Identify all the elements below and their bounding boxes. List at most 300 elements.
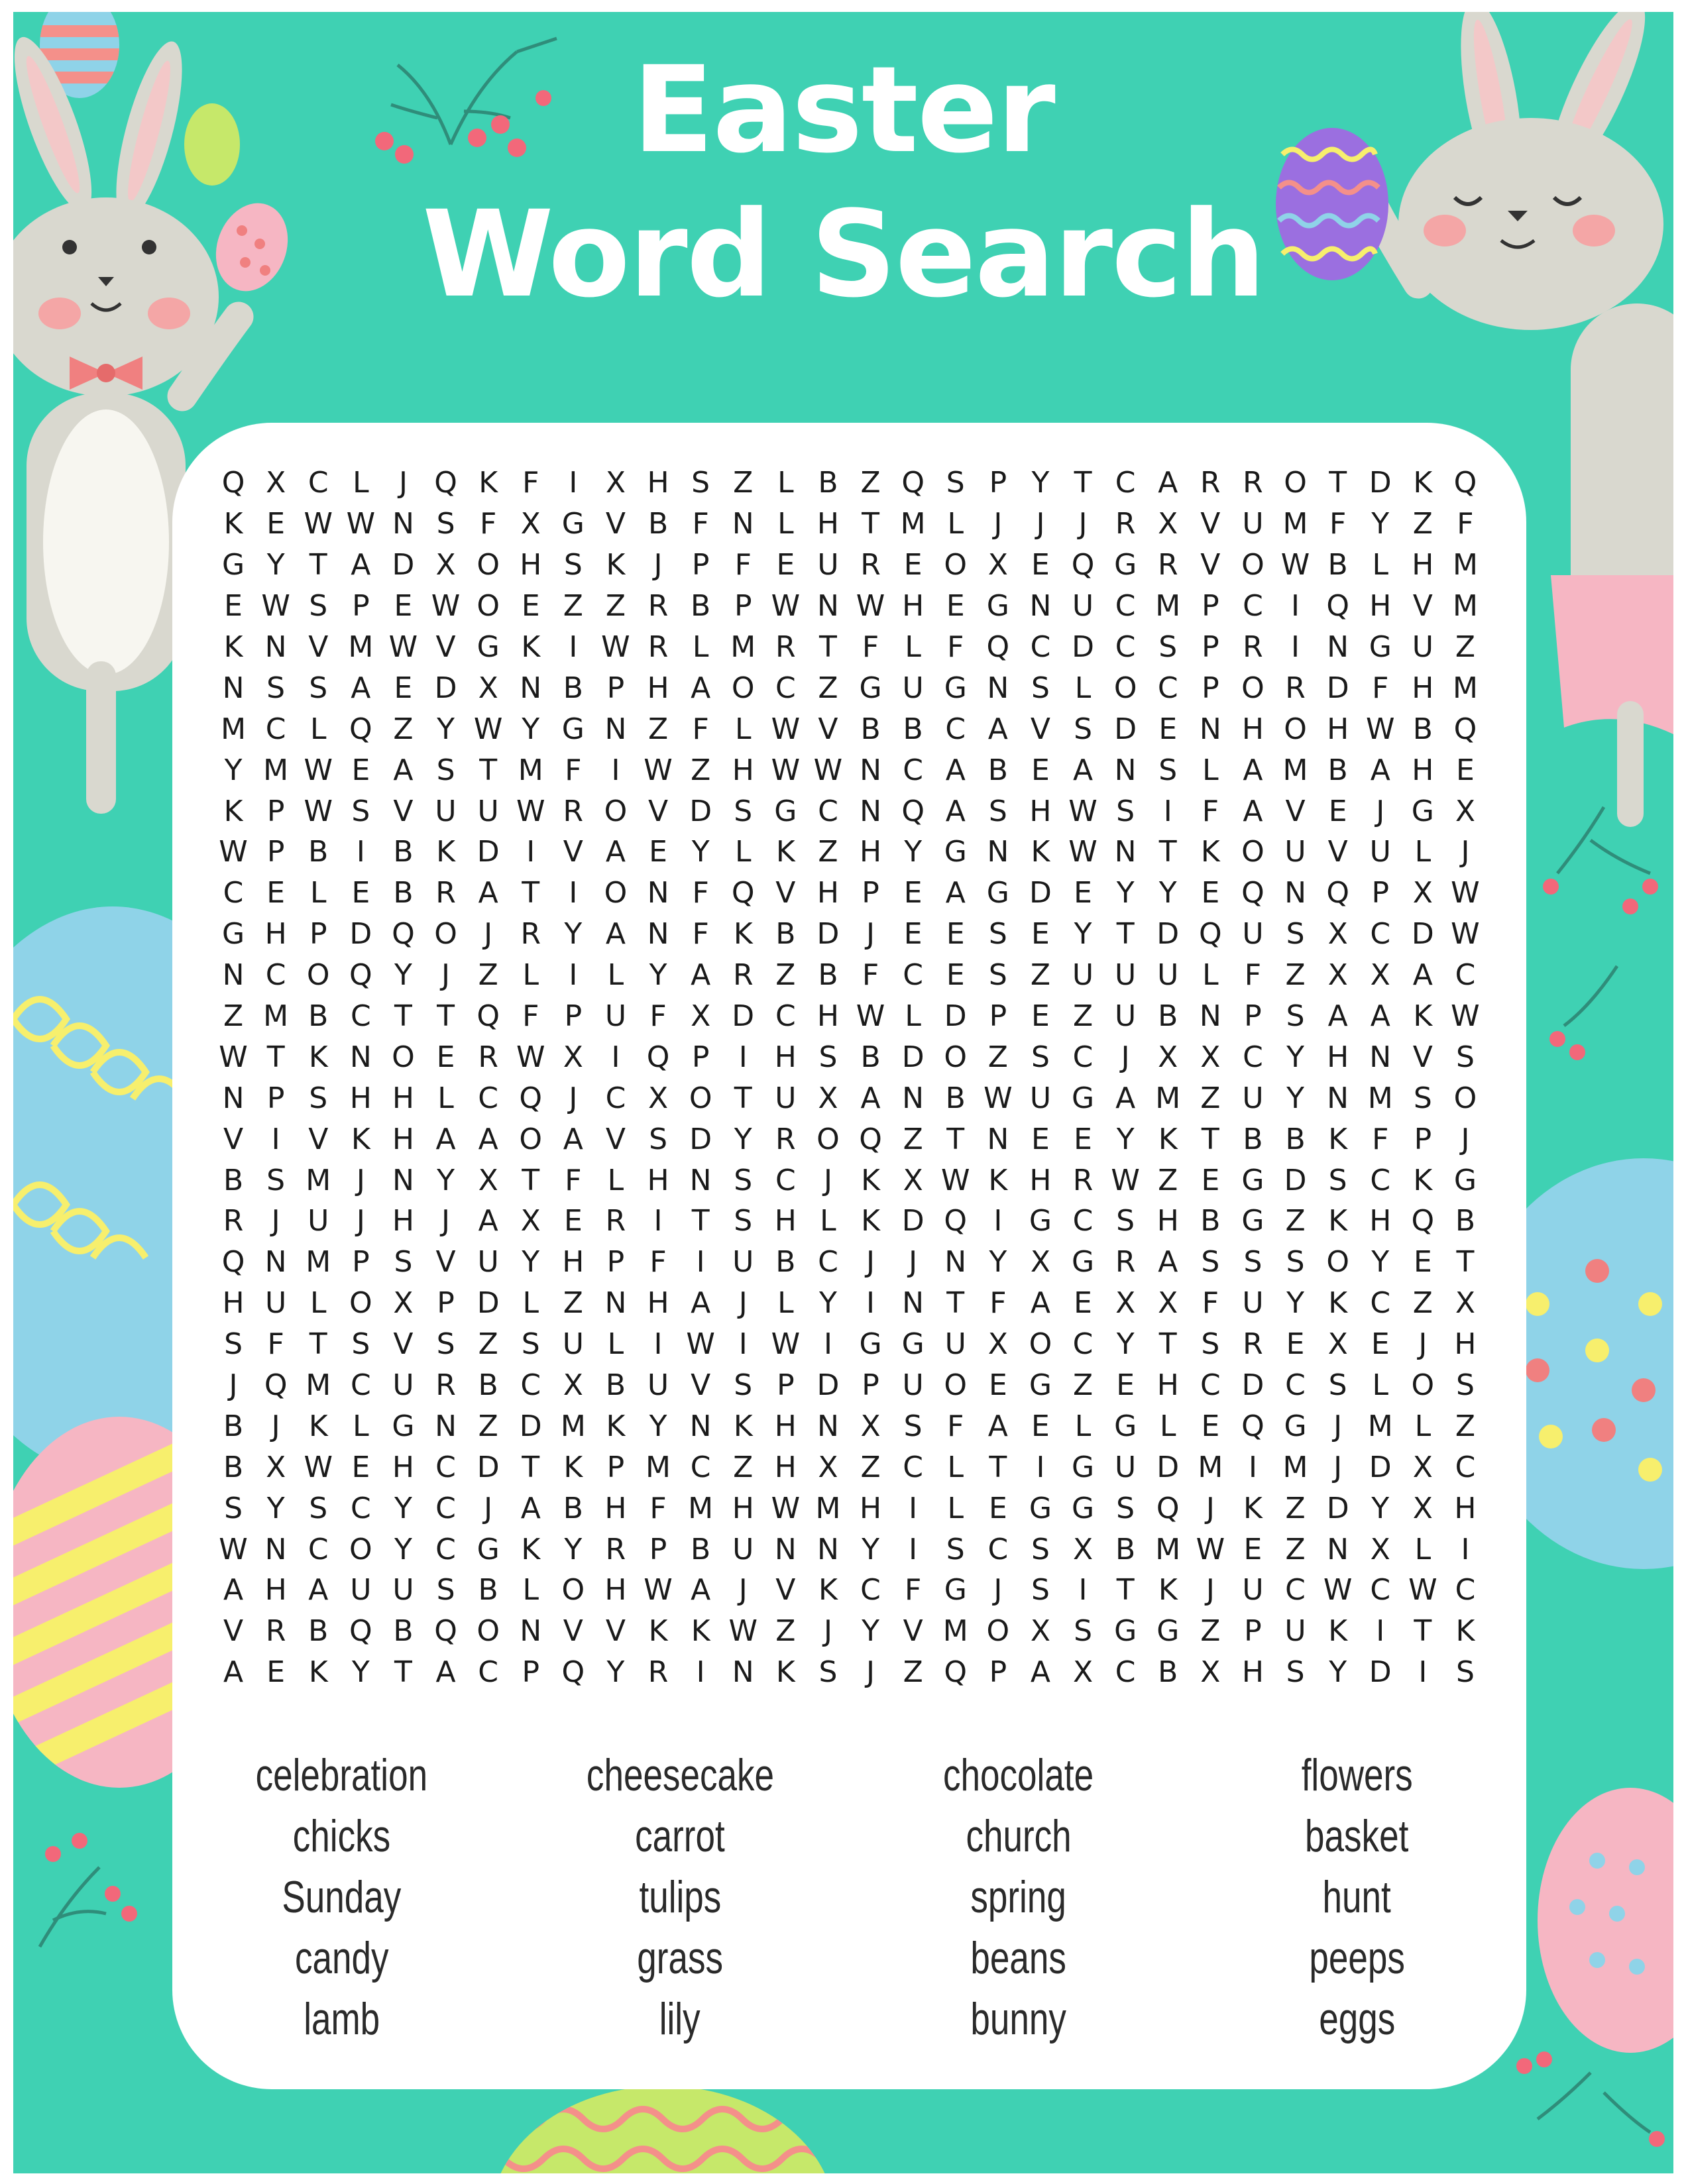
grid-letter[interactable]: B [1455, 1204, 1476, 1238]
grid-letter[interactable]: E [988, 1368, 1007, 1403]
grid-letter[interactable]: W [1068, 835, 1097, 869]
grid-letter[interactable]: E [946, 958, 965, 993]
grid-letter[interactable]: G [944, 835, 967, 869]
grid-letter[interactable]: W [1323, 1573, 1353, 1608]
grid-letter[interactable]: Q [901, 794, 925, 828]
grid-letter[interactable]: D [477, 835, 500, 869]
grid-letter[interactable]: L [1414, 1409, 1432, 1443]
grid-letter[interactable]: G [561, 712, 585, 746]
grid-letter[interactable]: C [435, 1491, 456, 1525]
grid-letter[interactable]: W [516, 1040, 545, 1074]
grid-letter[interactable]: U [732, 1245, 754, 1280]
grid-letter[interactable]: V [223, 1122, 244, 1156]
grid-letter[interactable]: K [1158, 1122, 1178, 1156]
grid-letter[interactable]: H [1241, 1655, 1264, 1690]
grid-letter[interactable]: W [261, 589, 290, 624]
grid-letter[interactable]: A [691, 1286, 711, 1321]
grid-letter[interactable]: C [605, 1081, 626, 1115]
grid-letter[interactable]: G [944, 671, 967, 705]
grid-letter[interactable]: R [1243, 1327, 1263, 1362]
grid-letter[interactable]: W [219, 835, 248, 869]
grid-letter[interactable]: Q [944, 1204, 968, 1238]
grid-letter[interactable]: Q [519, 1081, 543, 1115]
grid-letter[interactable]: N [732, 507, 754, 541]
grid-letter[interactable]: G [1411, 794, 1434, 828]
grid-letter[interactable]: S [988, 794, 1007, 828]
grid-letter[interactable]: I [569, 630, 578, 664]
grid-letter[interactable]: M [263, 999, 289, 1034]
grid-letter[interactable]: X [1030, 1614, 1051, 1649]
grid-letter[interactable]: Z [1455, 1409, 1476, 1443]
grid-letter[interactable]: S [1286, 917, 1305, 952]
grid-letter[interactable]: M [1367, 1409, 1393, 1443]
grid-letter[interactable]: N [1114, 753, 1137, 787]
grid-letter[interactable]: X [1200, 1655, 1221, 1690]
grid-letter[interactable]: J [398, 466, 408, 500]
grid-letter[interactable]: C [265, 712, 286, 746]
grid-letter[interactable]: K [521, 1532, 541, 1566]
grid-letter[interactable]: V [605, 1614, 626, 1649]
grid-letter[interactable]: E [266, 876, 286, 910]
grid-letter[interactable]: K [775, 835, 795, 869]
grid-letter[interactable]: E [266, 507, 286, 541]
grid-letter[interactable]: I [569, 876, 578, 910]
grid-letter[interactable]: C [1243, 589, 1263, 624]
grid-letter[interactable]: S [224, 1491, 243, 1525]
grid-letter[interactable]: F [522, 466, 539, 500]
grid-letter[interactable]: S [1116, 1204, 1135, 1238]
grid-letter[interactable]: J [1418, 1327, 1428, 1362]
grid-letter[interactable]: Z [478, 1409, 498, 1443]
grid-letter[interactable]: N [987, 671, 1009, 705]
grid-letter[interactable]: C [860, 1573, 881, 1608]
grid-letter[interactable]: U [1115, 958, 1137, 993]
grid-letter[interactable]: F [989, 1286, 1007, 1321]
grid-letter[interactable]: D [689, 794, 712, 828]
grid-letter[interactable]: F [947, 1409, 964, 1443]
grid-letter[interactable]: A [563, 1122, 583, 1156]
grid-letter[interactable]: G [392, 1409, 415, 1443]
grid-letter[interactable]: S [1243, 1245, 1263, 1280]
grid-letter[interactable]: K [606, 548, 626, 582]
grid-letter[interactable]: S [1031, 1573, 1050, 1608]
grid-letter[interactable]: J [1461, 1122, 1470, 1156]
grid-letter[interactable]: C [1072, 1204, 1094, 1238]
grid-letter[interactable]: U [392, 1573, 414, 1608]
grid-letter[interactable]: A [223, 1655, 244, 1690]
grid-letter[interactable]: V [775, 876, 796, 910]
grid-letter[interactable]: O [604, 794, 628, 828]
grid-letter[interactable]: X [818, 1081, 838, 1115]
grid-letter[interactable]: F [649, 1245, 667, 1280]
grid-letter[interactable]: F [904, 1573, 922, 1608]
grid-letter[interactable]: P [1244, 999, 1262, 1034]
grid-letter[interactable]: Z [1158, 1163, 1178, 1197]
grid-letter[interactable]: N [1114, 835, 1137, 869]
grid-letter[interactable]: P [522, 1655, 540, 1690]
grid-letter[interactable]: S [1413, 1081, 1432, 1115]
grid-letter[interactable]: E [1074, 1286, 1092, 1321]
grid-letter[interactable]: Y [649, 958, 667, 993]
grid-letter[interactable]: G [901, 1327, 925, 1362]
grid-letter[interactable]: G [1114, 548, 1137, 582]
grid-letter[interactable]: H [859, 835, 882, 869]
grid-letter[interactable]: Q [1453, 466, 1477, 500]
grid-letter[interactable]: A [1412, 958, 1433, 993]
grid-letter[interactable]: J [356, 1163, 365, 1197]
grid-letter[interactable]: S [1116, 1491, 1135, 1525]
grid-letter[interactable]: V [308, 1122, 329, 1156]
grid-letter[interactable]: Z [1285, 1491, 1306, 1525]
grid-letter[interactable]: C [1243, 1040, 1263, 1074]
grid-letter[interactable]: X [987, 1327, 1008, 1362]
grid-letter[interactable]: I [569, 466, 578, 500]
grid-letter[interactable]: S [734, 1204, 753, 1238]
grid-letter[interactable]: C [1115, 466, 1136, 500]
grid-letter[interactable]: Z [1285, 958, 1306, 993]
grid-letter[interactable]: M [688, 1491, 714, 1525]
grid-letter[interactable]: K [478, 466, 498, 500]
grid-letter[interactable]: U [1029, 1081, 1052, 1115]
grid-letter[interactable]: R [520, 917, 541, 952]
grid-letter[interactable]: Z [1412, 507, 1433, 541]
grid-letter[interactable]: Z [733, 466, 754, 500]
grid-letter[interactable]: J [1036, 507, 1045, 541]
grid-letter[interactable]: V [435, 630, 456, 664]
grid-letter[interactable]: N [264, 1245, 287, 1280]
grid-letter[interactable]: S [1158, 753, 1178, 787]
grid-letter[interactable]: N [944, 1245, 967, 1280]
grid-letter[interactable]: Z [775, 1614, 796, 1649]
grid-letter[interactable]: F [649, 999, 667, 1034]
grid-letter[interactable]: I [611, 1040, 620, 1074]
grid-letter[interactable]: G [986, 589, 1009, 624]
grid-letter[interactable]: N [1327, 1081, 1349, 1115]
grid-letter[interactable]: M [646, 1450, 671, 1484]
grid-letter[interactable]: T [1158, 1327, 1177, 1362]
grid-letter[interactable]: C [308, 466, 329, 500]
grid-letter[interactable]: T [1456, 1245, 1475, 1280]
grid-letter[interactable]: B [563, 1491, 583, 1525]
grid-letter[interactable]: Z [478, 1327, 498, 1362]
grid-letter[interactable]: S [903, 1409, 923, 1443]
grid-letter[interactable]: H [392, 1450, 414, 1484]
grid-letter[interactable]: B [775, 917, 796, 952]
grid-letter[interactable]: C [1370, 1573, 1391, 1608]
grid-letter[interactable]: Q [434, 1614, 457, 1649]
grid-letter[interactable]: D [349, 917, 372, 952]
grid-letter[interactable]: H [392, 1081, 414, 1115]
grid-letter[interactable]: J [271, 1204, 280, 1238]
grid-letter[interactable]: C [1455, 1573, 1476, 1608]
grid-letter[interactable]: P [1202, 589, 1219, 624]
grid-letter[interactable]: L [1372, 548, 1388, 582]
grid-letter[interactable]: J [1333, 1409, 1343, 1443]
grid-letter[interactable]: S [1286, 1245, 1305, 1280]
grid-letter[interactable]: B [223, 1163, 244, 1197]
grid-letter[interactable]: X [1030, 1245, 1051, 1280]
grid-letter[interactable]: S [1455, 1040, 1475, 1074]
grid-letter[interactable]: I [569, 958, 578, 993]
grid-letter[interactable]: C [903, 753, 923, 787]
grid-letter[interactable]: E [521, 589, 540, 624]
grid-letter[interactable]: Z [563, 1286, 583, 1321]
grid-letter[interactable]: H [1156, 1368, 1179, 1403]
grid-letter[interactable]: M [1155, 1532, 1181, 1566]
grid-letter[interactable]: R [265, 1614, 286, 1649]
grid-letter[interactable]: T [309, 1327, 327, 1362]
grid-letter[interactable]: W [516, 794, 545, 828]
grid-letter[interactable]: Z [903, 1122, 923, 1156]
grid-letter[interactable]: B [1285, 1122, 1306, 1156]
grid-letter[interactable]: H [1369, 589, 1392, 624]
grid-letter[interactable]: Q [434, 466, 457, 500]
grid-letter[interactable]: L [309, 876, 327, 910]
grid-letter[interactable]: O [1411, 1368, 1435, 1403]
grid-letter[interactable]: W [771, 712, 801, 746]
grid-letter[interactable]: U [1242, 507, 1264, 541]
grid-letter[interactable]: X [818, 1450, 838, 1484]
grid-letter[interactable]: O [1284, 466, 1307, 500]
grid-letter[interactable]: Z [1285, 1204, 1306, 1238]
grid-letter[interactable]: A [691, 671, 711, 705]
grid-letter[interactable]: N [860, 794, 881, 828]
grid-letter[interactable]: W [346, 507, 376, 541]
grid-letter[interactable]: Z [478, 958, 498, 993]
grid-letter[interactable]: K [1413, 466, 1433, 500]
grid-letter[interactable]: S [1031, 671, 1050, 705]
grid-letter[interactable]: N [987, 1122, 1009, 1156]
grid-letter[interactable]: J [1206, 1491, 1215, 1525]
grid-letter[interactable]: N [647, 876, 669, 910]
grid-letter[interactable]: U [392, 1368, 414, 1403]
grid-letter[interactable]: S [394, 1245, 413, 1280]
grid-letter[interactable]: W [304, 507, 333, 541]
grid-letter[interactable]: F [1202, 1286, 1219, 1321]
grid-letter[interactable]: R [775, 1122, 796, 1156]
grid-letter[interactable]: I [526, 835, 535, 869]
grid-letter[interactable]: E [351, 876, 370, 910]
grid-letter[interactable]: S [1031, 1532, 1050, 1566]
grid-letter[interactable]: C [265, 958, 286, 993]
grid-letter[interactable]: Y [564, 917, 583, 952]
grid-letter[interactable]: K [1328, 1204, 1348, 1238]
grid-letter[interactable]: A [1370, 999, 1390, 1034]
grid-letter[interactable]: X [903, 1163, 923, 1197]
grid-letter[interactable]: Y [1286, 1081, 1304, 1115]
grid-letter[interactable]: S [1116, 794, 1135, 828]
grid-letter[interactable]: C [350, 1491, 371, 1525]
grid-letter[interactable]: W [1365, 712, 1395, 746]
grid-letter[interactable]: U [477, 1245, 499, 1280]
grid-letter[interactable]: F [565, 753, 582, 787]
grid-letter[interactable]: B [945, 1081, 966, 1115]
grid-letter[interactable]: A [478, 1122, 498, 1156]
grid-letter[interactable]: Z [1072, 1368, 1094, 1403]
grid-letter[interactable]: F [479, 507, 497, 541]
grid-letter[interactable]: F [692, 876, 709, 910]
grid-letter[interactable]: M [1452, 548, 1478, 582]
grid-letter[interactable]: T [479, 753, 498, 787]
grid-letter[interactable]: Q [1071, 548, 1095, 582]
grid-letter[interactable]: S [309, 1491, 328, 1525]
grid-letter[interactable]: Q [1241, 1409, 1264, 1443]
grid-letter[interactable]: G [1369, 630, 1392, 664]
grid-letter[interactable]: F [1244, 958, 1262, 993]
grid-letter[interactable]: D [816, 917, 840, 952]
grid-letter[interactable]: L [1414, 1532, 1432, 1566]
grid-letter[interactable]: D [477, 1450, 500, 1484]
grid-letter[interactable]: T [1158, 835, 1177, 869]
grid-letter[interactable]: N [392, 507, 414, 541]
grid-letter[interactable]: I [993, 1204, 1003, 1238]
grid-letter[interactable]: Q [1156, 1491, 1180, 1525]
grid-letter[interactable]: H [1327, 1040, 1349, 1074]
grid-letter[interactable]: W [1408, 1573, 1437, 1608]
grid-letter[interactable]: C [1285, 1573, 1306, 1608]
grid-letter[interactable]: P [862, 876, 879, 910]
grid-letter[interactable]: Q [1453, 712, 1477, 746]
grid-letter[interactable]: W [771, 1327, 801, 1362]
grid-letter[interactable]: I [696, 1245, 705, 1280]
grid-letter[interactable]: F [1457, 507, 1474, 541]
grid-letter[interactable]: X [1370, 1532, 1390, 1566]
grid-letter[interactable]: M [306, 1245, 331, 1280]
grid-letter[interactable]: K [563, 1450, 583, 1484]
grid-letter[interactable]: W [1280, 548, 1310, 582]
grid-letter[interactable]: V [563, 1614, 583, 1649]
grid-letter[interactable]: H [732, 753, 754, 787]
grid-letter[interactable]: O [1453, 1081, 1477, 1115]
grid-letter[interactable]: T [862, 507, 879, 541]
grid-letter[interactable]: B [223, 1450, 244, 1484]
grid-letter[interactable]: A [435, 1655, 456, 1690]
grid-letter[interactable]: J [653, 548, 663, 582]
grid-letter[interactable]: W [473, 712, 503, 746]
grid-letter[interactable]: S [946, 1532, 965, 1566]
grid-letter[interactable]: T [946, 1286, 965, 1321]
grid-letter[interactable]: P [989, 1655, 1007, 1690]
grid-letter[interactable]: N [774, 1532, 797, 1566]
grid-letter[interactable]: A [393, 753, 414, 787]
grid-letter[interactable]: D [477, 1286, 500, 1321]
grid-letter[interactable]: W [728, 1614, 758, 1649]
grid-letter[interactable]: N [1029, 589, 1052, 624]
grid-letter[interactable]: B [775, 1245, 796, 1280]
grid-letter[interactable]: V [223, 1614, 244, 1649]
grid-letter[interactable]: W [219, 1040, 248, 1074]
grid-letter[interactable]: L [777, 507, 794, 541]
grid-letter[interactable]: M [942, 1614, 968, 1649]
grid-letter[interactable]: S [734, 1163, 753, 1197]
grid-letter[interactable]: X [1327, 1327, 1348, 1362]
grid-letter[interactable]: U [1242, 1081, 1264, 1115]
grid-letter[interactable]: D [1156, 917, 1180, 952]
grid-letter[interactable]: R [435, 1368, 456, 1403]
grid-letter[interactable]: S [1328, 1368, 1347, 1403]
grid-letter[interactable]: R [775, 630, 796, 664]
grid-letter[interactable]: G [774, 794, 797, 828]
grid-letter[interactable]: Q [264, 1368, 288, 1403]
grid-letter[interactable]: S [1074, 1614, 1092, 1649]
grid-letter[interactable]: Y [1116, 876, 1135, 910]
grid-letter[interactable]: A [605, 835, 626, 869]
grid-letter[interactable]: H [222, 1286, 245, 1321]
grid-letter[interactable]: P [734, 589, 752, 624]
grid-letter[interactable]: Z [1072, 999, 1094, 1034]
grid-letter[interactable]: F [1372, 1122, 1389, 1156]
grid-letter[interactable]: D [1072, 630, 1094, 664]
grid-letter[interactable]: Y [862, 1532, 879, 1566]
grid-letter[interactable]: M [1198, 1450, 1223, 1484]
grid-letter[interactable]: G [221, 917, 245, 952]
grid-letter[interactable]: Y [1031, 466, 1050, 500]
grid-letter[interactable]: L [607, 1327, 624, 1362]
grid-letter[interactable]: S [1455, 1368, 1475, 1403]
grid-letter[interactable]: B [903, 712, 923, 746]
grid-letter[interactable]: H [562, 1245, 585, 1280]
grid-letter[interactable]: W [686, 1327, 715, 1362]
grid-letter[interactable]: Q [221, 466, 245, 500]
grid-letter[interactable]: N [860, 753, 881, 787]
grid-letter[interactable]: D [901, 1204, 925, 1238]
grid-letter[interactable]: D [1411, 917, 1434, 952]
grid-letter[interactable]: F [692, 917, 709, 952]
grid-letter[interactable]: L [607, 1163, 624, 1197]
grid-letter[interactable]: Y [437, 712, 455, 746]
grid-letter[interactable]: X [435, 548, 456, 582]
grid-letter[interactable]: R [1115, 507, 1136, 541]
grid-letter[interactable]: T [1329, 466, 1347, 500]
grid-letter[interactable]: K [1200, 835, 1220, 869]
grid-letter[interactable]: N [222, 1081, 245, 1115]
grid-letter[interactable]: Y [394, 958, 412, 993]
grid-letter[interactable]: O [306, 958, 330, 993]
grid-letter[interactable]: C [690, 1450, 711, 1484]
grid-letter[interactable]: R [1285, 671, 1306, 705]
grid-letter[interactable]: I [356, 835, 365, 869]
grid-letter[interactable]: Z [818, 671, 838, 705]
grid-letter[interactable]: K [861, 1204, 880, 1238]
grid-letter[interactable]: D [1326, 1491, 1349, 1525]
grid-letter[interactable]: S [1286, 999, 1305, 1034]
grid-letter[interactable]: L [1074, 1409, 1092, 1443]
grid-letter[interactable]: V [1327, 835, 1348, 869]
grid-letter[interactable]: F [692, 507, 709, 541]
grid-letter[interactable]: N [816, 589, 839, 624]
grid-letter[interactable]: J [271, 1409, 280, 1443]
grid-letter[interactable]: P [1202, 671, 1219, 705]
grid-letter[interactable]: X [691, 999, 711, 1034]
grid-letter[interactable]: H [902, 589, 925, 624]
grid-letter[interactable]: W [940, 1163, 970, 1197]
grid-letter[interactable]: C [1370, 1163, 1391, 1197]
grid-letter[interactable]: X [1327, 917, 1348, 952]
grid-letter[interactable]: B [1243, 1122, 1263, 1156]
grid-letter[interactable]: L [309, 712, 327, 746]
grid-letter[interactable]: Z [647, 712, 669, 746]
grid-letter[interactable]: E [946, 917, 965, 952]
grid-letter[interactable]: C [478, 1655, 498, 1690]
grid-letter[interactable]: J [484, 1491, 493, 1525]
grid-letter[interactable]: G [986, 876, 1009, 910]
grid-letter[interactable]: E [224, 589, 243, 624]
grid-letter[interactable]: W [1068, 794, 1097, 828]
grid-letter[interactable]: I [271, 1122, 280, 1156]
grid-letter[interactable]: W [601, 630, 630, 664]
grid-letter[interactable]: L [309, 1286, 327, 1321]
grid-letter[interactable]: R [435, 876, 456, 910]
